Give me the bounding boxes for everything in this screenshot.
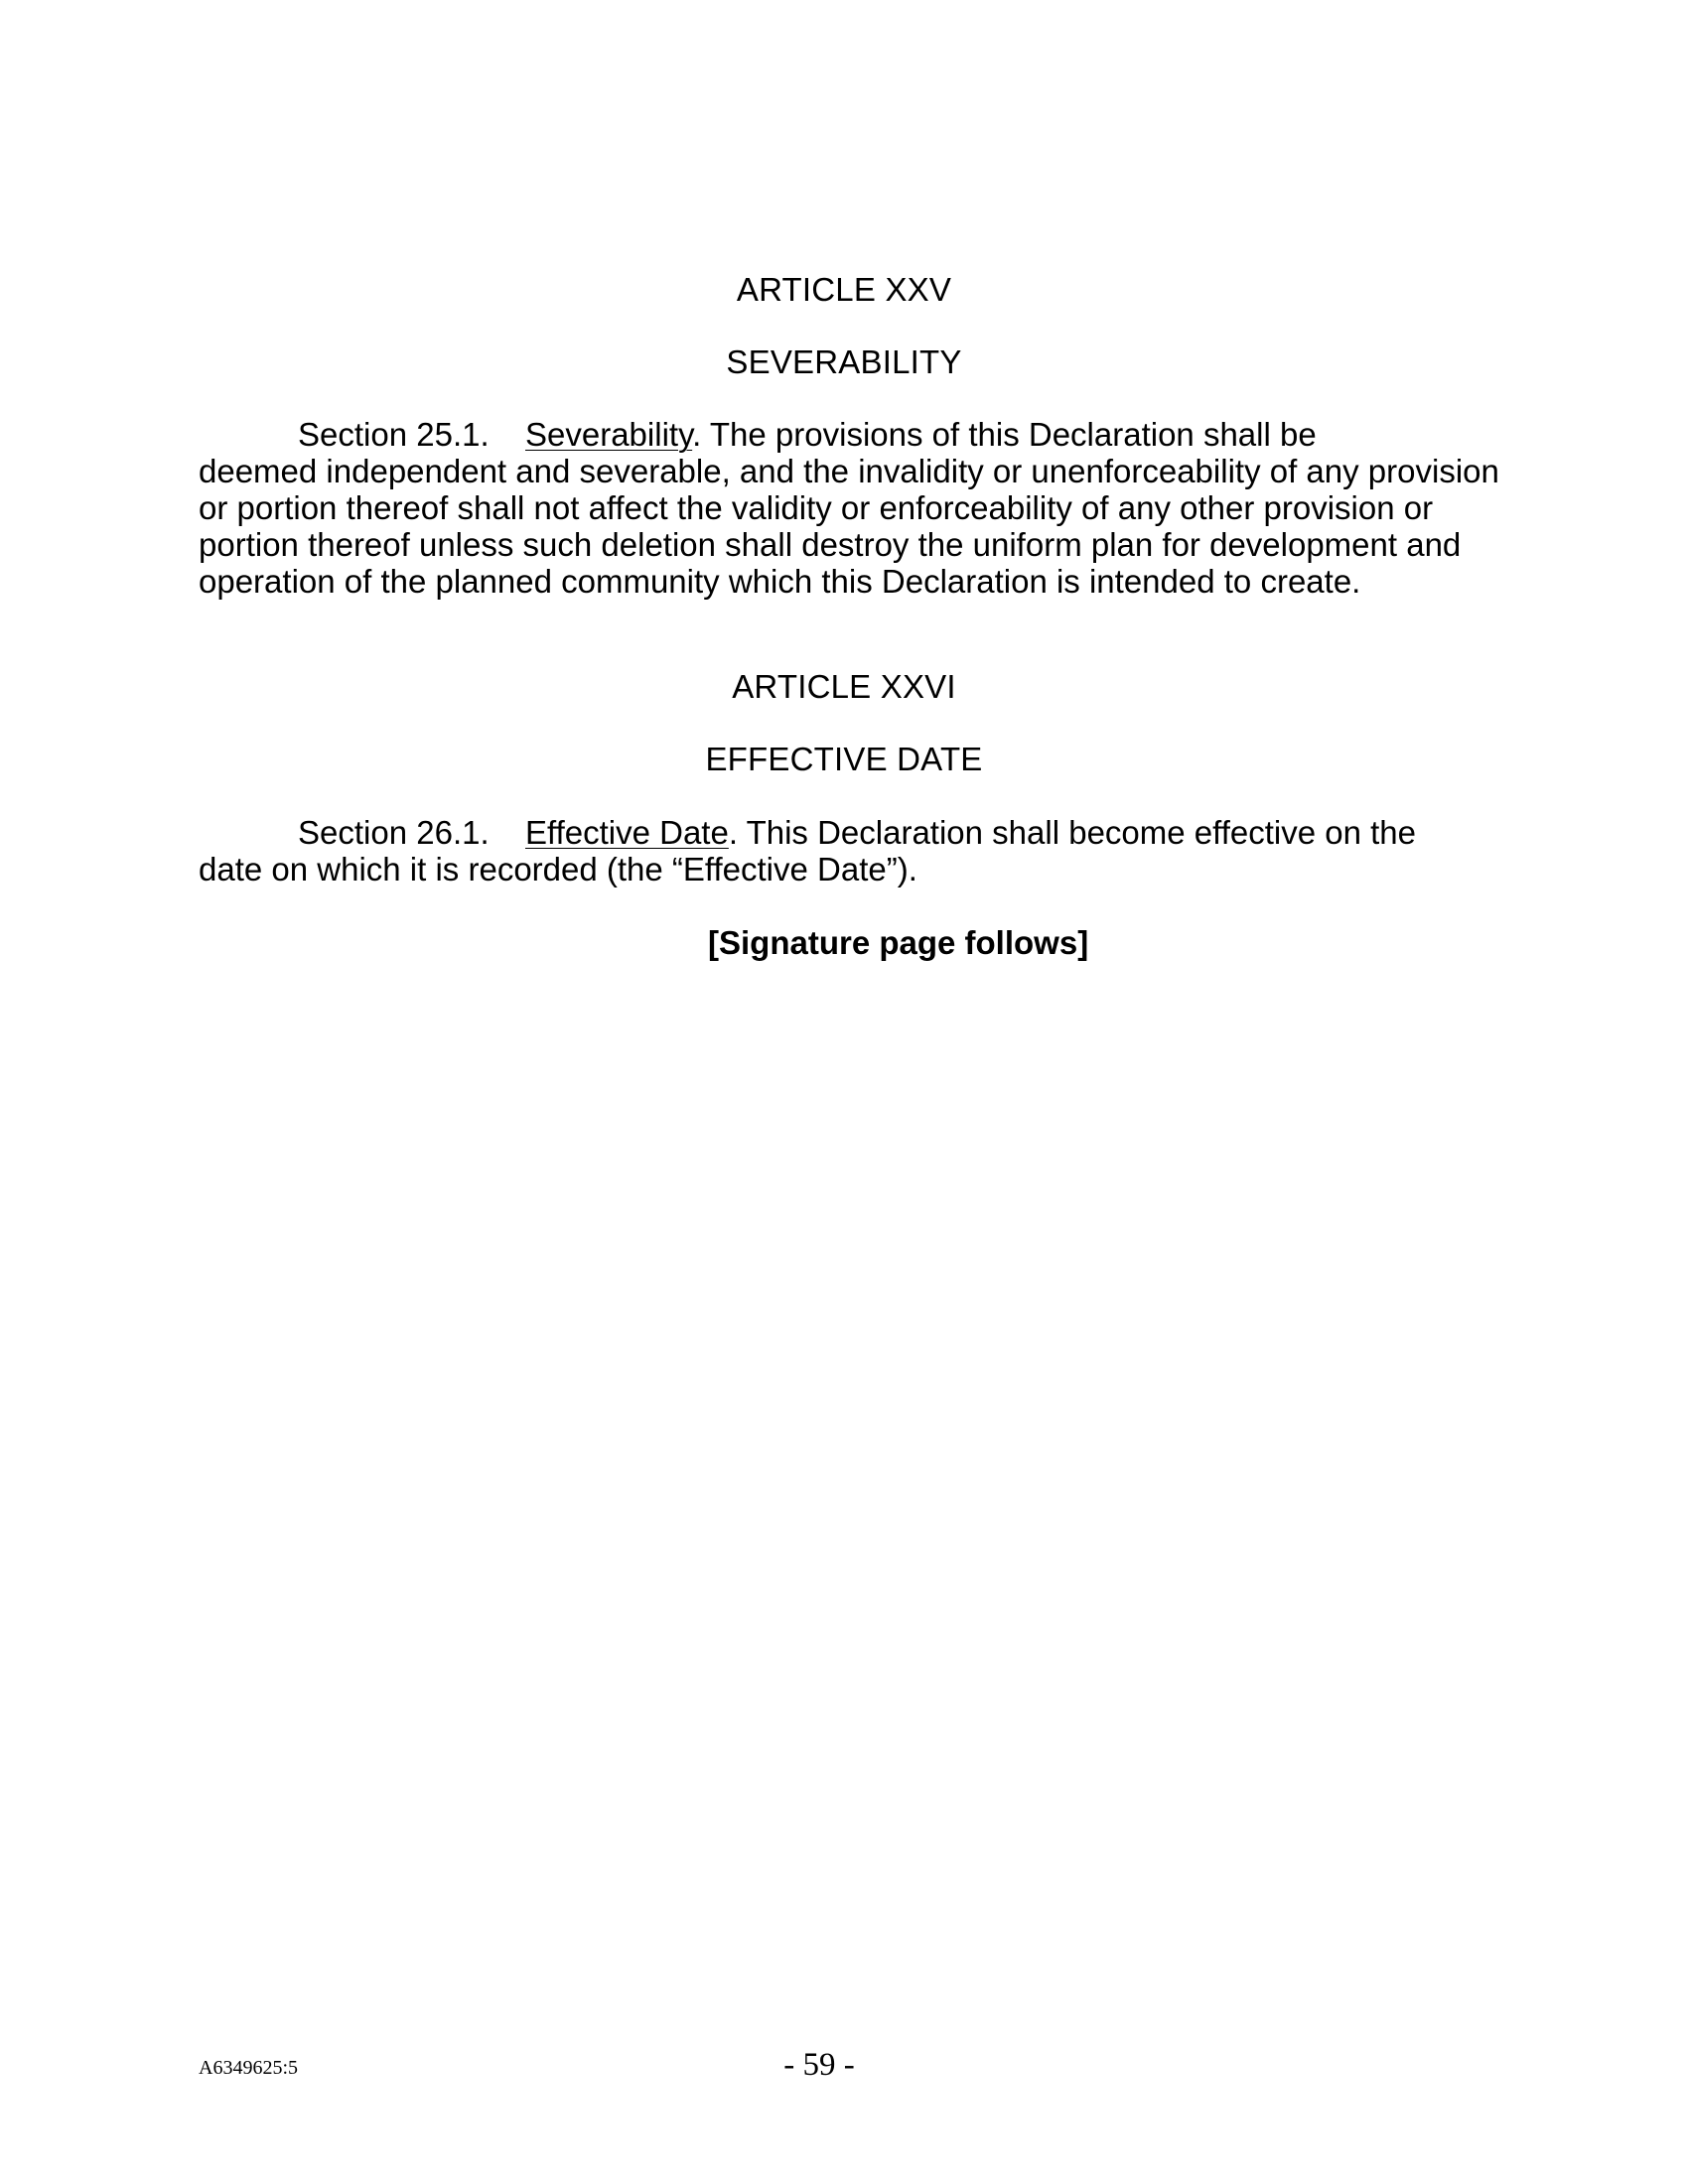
paragraph-line: portion thereof unless such deletion shall destroy the uniform plan for development and [199, 526, 1462, 563]
paragraph-line-text: . This Declaration shall become effective on the [728, 814, 1417, 851]
section-25-1-number: Section 25.1. [298, 416, 490, 453]
section-25-1-title: Severability [525, 416, 693, 453]
article-26-title: EFFECTIVE DATE [705, 741, 983, 777]
page-number: - 59 - [783, 2047, 855, 2083]
document-id: A6349625:5 [199, 2057, 298, 2079]
paragraph-line: operation of the planned community which this Declaration is intended to create. [199, 563, 1361, 600]
article-26-heading: ARTICLE XXVI [732, 668, 956, 705]
article-25-heading: ARTICLE XXV [736, 271, 952, 308]
section-25-1-paragraph [199, 416, 1499, 600]
section-26-1-title: Effective Date [525, 814, 729, 851]
paragraph-line: or portion thereof shall not affect the validity or enforceability of any other provision or [199, 489, 1434, 526]
paragraph-line-text: . The provisions of this Declaration shall be [692, 416, 1317, 453]
section-26-1-paragraph [199, 814, 1479, 887]
article-25-title: SEVERABILITY [726, 343, 962, 380]
paragraph-line: deemed independent and severable, and the invalidity or unenforceability of any provision [199, 453, 1499, 489]
signature-page-note: [Signature page follows] [708, 924, 1089, 961]
paragraph-line: date on which it is recorded (the “Effective Date”). [199, 851, 917, 887]
paragraph-line [199, 416, 1479, 453]
section-26-1-number: Section 26.1. [298, 814, 490, 851]
paragraph-line [199, 814, 1479, 851]
